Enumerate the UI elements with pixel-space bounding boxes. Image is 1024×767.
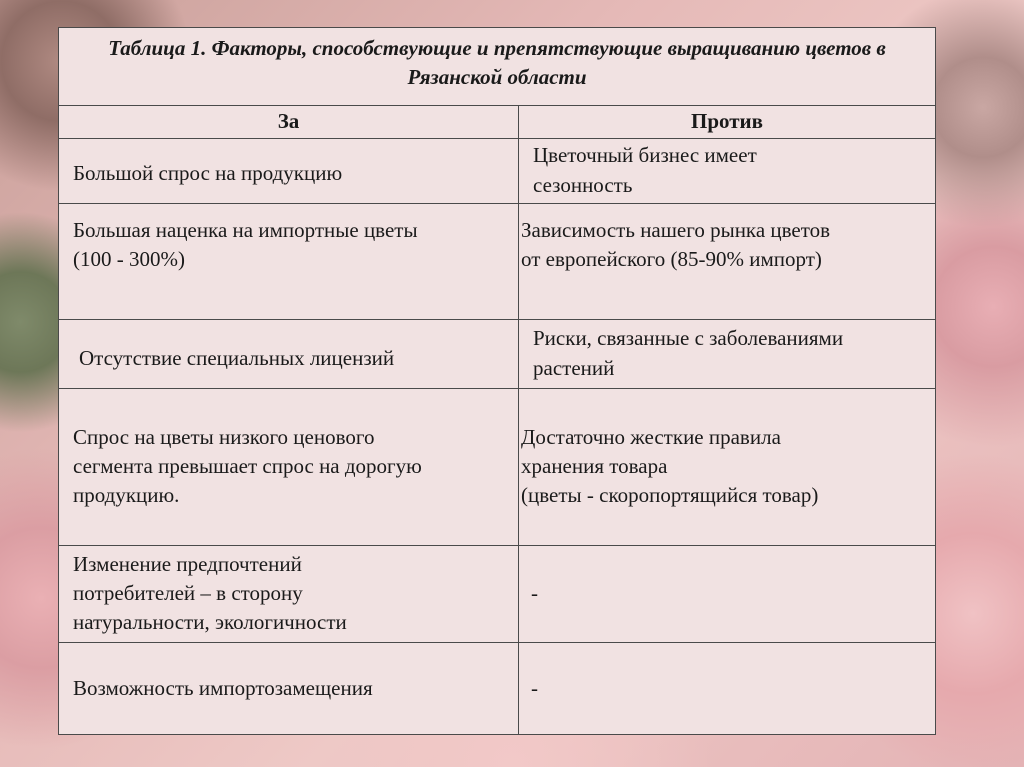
con-text: Зависимость нашего рынка цветов от европейского (85-90% импорт) [521,217,831,272]
table-row [59,545,936,642]
con-cell [519,545,936,642]
factors-table [58,27,936,735]
table-title-row [59,28,936,106]
con-text: Достаточно жесткие правила хранения товара (цветы - скоропортящийся товар) [521,424,819,508]
pro-cell [59,545,519,642]
con-text: Риски, связанные с заболеваниями растений [533,326,844,380]
pro-text: Изменение предпочтений потребителей – в сторону натуральности, экологичности [73,551,347,635]
column-header-con: Против [519,105,936,138]
pro-cell [59,319,519,388]
table-row [59,203,936,319]
pro-text: Большая наценка на импортные цветы (100 - 300%) [73,217,418,272]
table-row [59,642,936,734]
pro-text: Спрос на цветы низкого ценового сегмента превышает спрос на дорогую продукцию. [73,424,422,508]
pro-cell [59,138,519,203]
column-header-pro: За [59,105,519,138]
con-cell [519,203,936,319]
pro-cell [59,203,519,319]
con-cell [519,642,936,734]
con-cell [519,388,936,545]
pro-text: Большой спрос на продукцию [73,161,343,186]
con-cell [519,138,936,203]
pro-cell [59,642,519,734]
con-cell [519,319,936,388]
con-text: - [531,675,538,700]
table-header-row [59,105,936,138]
table-row [59,138,936,203]
con-text: Цветочный бизнес имеет сезонность [533,143,757,197]
table-row [59,319,936,388]
table-row [59,388,936,545]
pro-text: Отсутствие специальных лицензий [79,346,395,371]
con-text: - [531,581,538,606]
table-title: Таблица 1. Факторы, способствующие и препятствующие выращиванию цветов в Рязанской области [59,28,936,106]
pro-text: Возможность импортозамещения [73,675,373,700]
pro-cell [59,388,519,545]
